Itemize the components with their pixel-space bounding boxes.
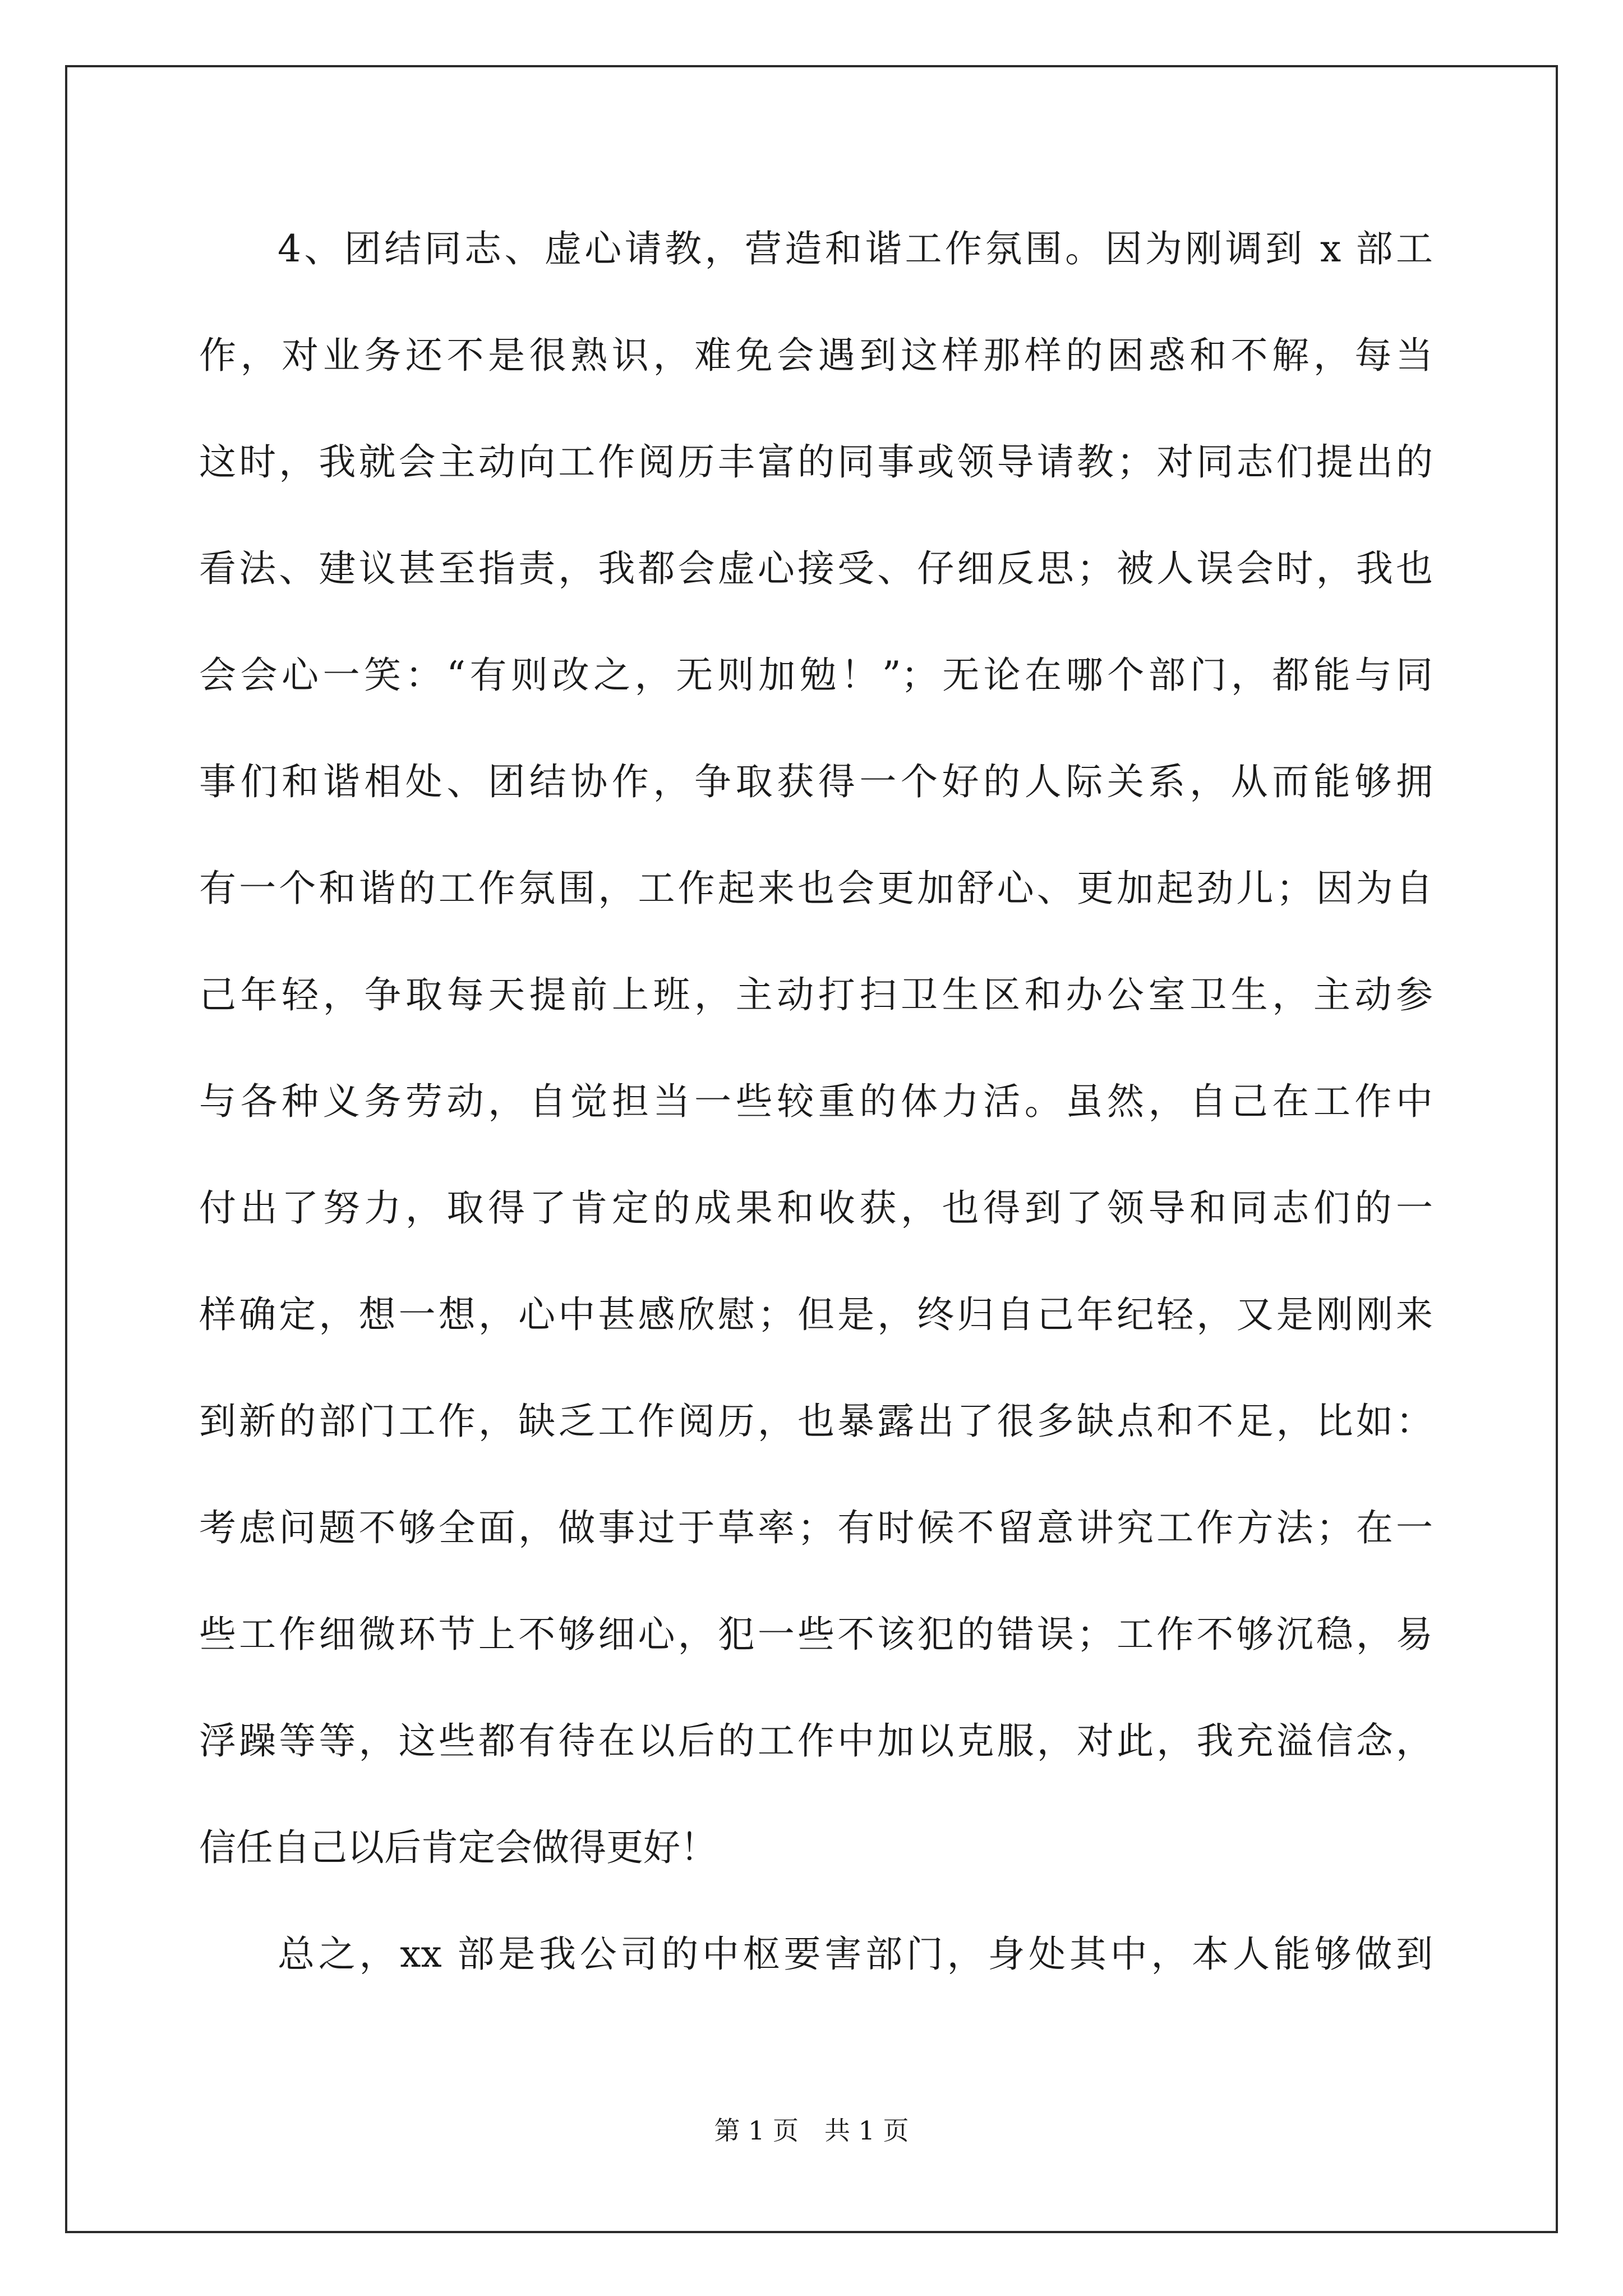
line-text: 与各种义务劳动，自觉担当一些较重的体力活。虽然，自己在工作中 bbox=[199, 1080, 1433, 1123]
line-text: 己年轻，争取每天提前上班，主动打扫卫生区和办公室卫生，主动参 bbox=[199, 973, 1433, 1016]
line-text: 样确定，想一想，心中甚感欣慰；但是，终归自己年纪轻，又是刚刚来 bbox=[199, 1293, 1433, 1336]
paragraph-line bbox=[199, 1503, 1433, 1610]
line-text: 事们和谐相处、团结协作，争取获得一个好的人际关系，从而能够拥 bbox=[199, 760, 1433, 803]
paragraph-line bbox=[199, 757, 1433, 864]
paragraph-line bbox=[199, 864, 1433, 970]
paragraph-line bbox=[199, 1290, 1433, 1397]
paragraph-line bbox=[199, 1930, 1433, 2036]
page-number-footer: 第 1 页 共 1 页 bbox=[714, 2115, 909, 2146]
line-text: 有一个和谐的工作氛围，工作起来也会更加舒心、更加起劲儿；因为自 bbox=[199, 867, 1433, 910]
paragraph-line bbox=[199, 331, 1433, 438]
line-text: 到新的部门工作，缺乏工作阅历，也暴露出了很多缺点和不足，比如： bbox=[199, 1400, 1433, 1443]
paragraph-line bbox=[199, 1184, 1433, 1290]
paragraph-line bbox=[199, 544, 1433, 651]
line-text: 看法、建议甚至指责，我都会虚心接受、仔细反思；被人误会时，我也 bbox=[199, 547, 1433, 590]
paragraph-line bbox=[199, 1823, 1433, 1930]
paragraph-line bbox=[199, 1610, 1433, 1717]
line-text: 浮躁等等，这些都有待在以后的工作中加以克服，对此，我充溢信念， bbox=[199, 1719, 1433, 1763]
paragraph-line bbox=[199, 224, 1433, 331]
line-text: 会会心一笑：“有则改之，无则加勉！”；无论在哪个部门，都能与同 bbox=[199, 654, 1433, 697]
line-text: 4、团结同志、虚心请教，营造和谐工作氛围。因为刚调到 x 部工 bbox=[278, 227, 1433, 270]
line-text: 信任自己以后肯定会做得更好！ bbox=[199, 1826, 717, 1869]
line-text: 这时，我就会主动向工作阅历丰富的同事或领导请教；对同志们提出的 bbox=[199, 440, 1433, 484]
paragraph-line bbox=[199, 1397, 1433, 1503]
document-body bbox=[199, 224, 1433, 2036]
line-text: 些工作细微环节上不够细心，犯一些不该犯的错误；工作不够沉稳，易 bbox=[199, 1613, 1433, 1656]
paragraph-line bbox=[199, 1717, 1433, 1823]
line-text: 考虑问题不够全面，做事过于草率；有时候不留意讲究工作方法；在一 bbox=[199, 1506, 1433, 1549]
paragraph-line bbox=[199, 970, 1433, 1077]
paragraph-line bbox=[199, 438, 1433, 544]
line-text: 作，对业务还不是很熟识，难免会遇到这样那样的困惑和不解，每当 bbox=[199, 334, 1433, 377]
paragraph-line bbox=[199, 1077, 1433, 1184]
line-text: 总之，xx 部是我公司的中枢要害部门，身处其中，本人能够做到 bbox=[278, 1932, 1433, 1976]
line-text: 付出了努力，取得了肯定的成果和收获，也得到了领导和同志们的一 bbox=[199, 1186, 1433, 1230]
paragraph-line bbox=[199, 651, 1433, 757]
